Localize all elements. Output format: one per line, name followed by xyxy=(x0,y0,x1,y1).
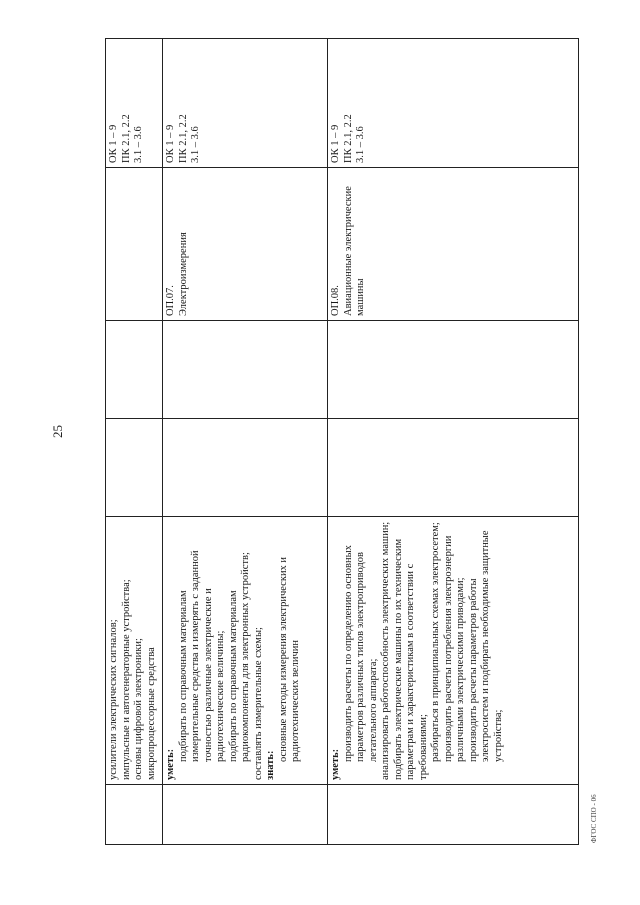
skills-heading: уметь: xyxy=(165,748,176,780)
knowledge-item: основные методы измерения электрических и радиотехнических величин xyxy=(277,556,301,762)
discipline-name: Электроизмерения xyxy=(177,232,189,316)
table-cell-content xyxy=(106,517,163,785)
skill-item: составлять измерительные схемы; xyxy=(252,627,264,780)
skill-item: анализировать работоспособность электрических машин; xyxy=(380,521,391,780)
table-cell-competencies xyxy=(163,39,328,168)
discipline-code: ОП.08. xyxy=(330,285,341,316)
table-cell-content xyxy=(163,517,328,785)
table-cell-content xyxy=(328,517,579,785)
skill-item: разбираться в принципиальных схемах электросетем; xyxy=(430,522,441,762)
table-cell-competencies xyxy=(328,39,579,168)
footer-label: ФГОС СПО - 06 xyxy=(590,794,598,843)
competency: ПК 2.1, 2.2 xyxy=(342,114,354,163)
competency: ОК 1 – 9 xyxy=(330,124,341,163)
competency: ОК 1 – 9 xyxy=(165,124,176,163)
table-cell-index xyxy=(163,785,328,845)
content-line: основы цифровой электроники; xyxy=(133,638,144,780)
competency: ОК 1 – 9 xyxy=(108,124,119,163)
curriculum-table xyxy=(105,38,579,845)
table-cell-empty xyxy=(163,321,328,419)
skills-heading: уметь: xyxy=(330,748,341,780)
content-line: усилители электрических сигналов; xyxy=(108,619,119,780)
table-row xyxy=(328,39,579,845)
competency: 3.1 – 3.6 xyxy=(133,126,144,163)
table-row xyxy=(163,39,328,845)
discipline-code: ОП.07. xyxy=(165,285,176,316)
competency: ПК 2.1, 2.2 xyxy=(177,114,189,163)
content-line: микропроцессорные средства xyxy=(145,647,157,780)
table-row xyxy=(106,39,163,845)
content-line: импульсные и автогенераторные устройства; xyxy=(120,579,132,780)
competency: ПК 2.1, 2.2 xyxy=(120,114,132,163)
knowledge-heading: знать: xyxy=(265,750,276,780)
skill-item: подбирать электрические машины по их техническим параметрам и характеристикам в соответствии с требованиями; xyxy=(392,538,429,780)
skill-item: подбирать по справочным материалам измерительные средства и измерять с заданной точностью различные электрические и радиотехнические величины; xyxy=(177,550,226,762)
table-cell-discipline xyxy=(163,168,328,321)
competency: 3.1 – 3.6 xyxy=(190,126,201,163)
skill-item: производить расчеты параметров работы электросистем и подбирать необходимые защитные устройства; xyxy=(467,530,504,762)
table-cell-empty xyxy=(163,419,328,517)
discipline-name: Авиационные электрические машины xyxy=(342,186,366,316)
table-cell-competencies xyxy=(106,39,163,168)
table-cell-index xyxy=(106,785,163,845)
table-cell-discipline xyxy=(328,168,579,321)
table-cell-empty xyxy=(106,321,163,419)
table-cell-empty xyxy=(328,321,579,419)
skill-item: производить расчеты потребления электроэнергии различными электрическими приводами; xyxy=(442,535,466,762)
skill-item: подбирать по справочным материалам радиокомпоненты для электронных устройств; xyxy=(227,552,251,762)
table-cell-index xyxy=(328,785,579,845)
competency: 3.1 – 3.6 xyxy=(355,126,366,163)
page-number: 25 xyxy=(50,425,65,438)
table-cell-empty xyxy=(328,419,579,517)
rotated-table-container xyxy=(105,39,578,845)
skill-item: производить расчеты по определению основных параметров различных типов электроприводов летательного аппарата; xyxy=(342,545,379,762)
table-cell-discipline xyxy=(106,168,163,321)
table-cell-empty xyxy=(106,419,163,517)
